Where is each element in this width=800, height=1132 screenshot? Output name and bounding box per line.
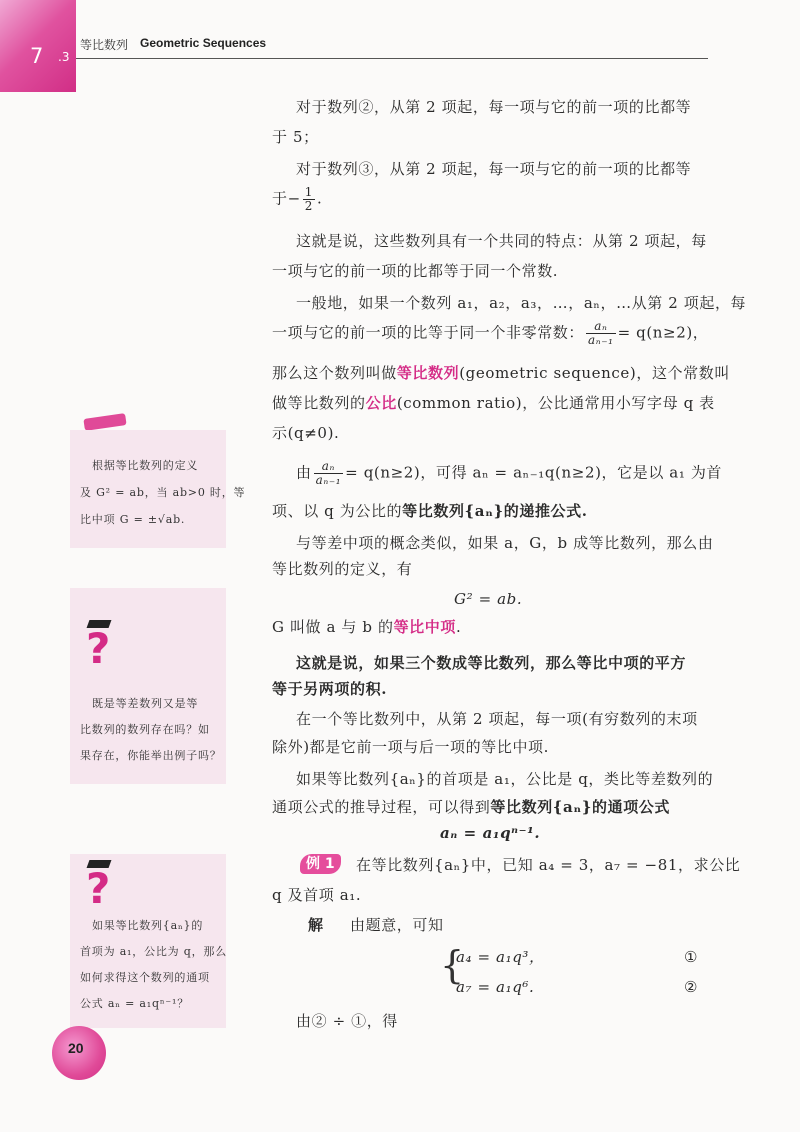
- paragraph-line: 做等比数列的公比(common ratio)，公比通常用小写字母 q 表: [272, 394, 715, 412]
- example-text: q 及首项 a₁.: [272, 886, 362, 904]
- general-formula-label: 等比数列{aₙ}的通项公式: [490, 798, 671, 816]
- paragraph-line: 于− $\frac{1}{2}$ .: [272, 185, 323, 213]
- paragraph-line: 示(q≠0).: [272, 424, 340, 442]
- system-brace: {: [440, 943, 465, 987]
- solution-text: 由题意，可知: [350, 916, 444, 934]
- paragraph-line: 与等差中项的概念类似，如果 a，G，b 成等比数列，那么由: [296, 534, 714, 552]
- question-mark-icon: ?: [86, 864, 111, 913]
- paragraph-line: 由 $\frac{\text{aₙ}}{\text{aₙ₋₁}}$ = q(n≥2)，可得 aₙ = aₙ₋₁q(n≥2)，它是以 a₁ 为首: [296, 459, 723, 487]
- side-note-line: 比中项 G = ±√ab.: [80, 513, 186, 526]
- side-question-line: 果存在，你能举出例子吗？: [80, 749, 222, 762]
- fraction: $\frac{\text{aₙ}}{\text{aₙ₋₁}}$: [315, 459, 342, 487]
- term-geometric-mean: 等比中项: [393, 618, 456, 636]
- equation-number-1: ①: [684, 948, 699, 966]
- term-geometric-sequence: 等比数列: [396, 364, 460, 382]
- paragraph-line: 对于数列③，从第 2 项起，每一项与它的前一项的比都等: [296, 160, 692, 178]
- side-note-line: 根据等比数列的定义: [92, 459, 199, 472]
- paragraph-line: 对于数列②，从第 2 项起，每一项与它的前一项的比都等: [296, 98, 692, 116]
- paragraph-line: 等比数列的定义，有: [272, 560, 413, 578]
- side-question-line: 首项为 a₁，公比为 q，那么: [80, 945, 228, 958]
- system-equation-2: a₇ = a₁q⁶.: [456, 978, 535, 996]
- paragraph-line: 于 5；: [272, 128, 319, 146]
- section-number: .3: [58, 50, 70, 64]
- paragraph-line: 如果等比数列{aₙ}的首项是 a₁，公比是 q，类比等差数列的: [296, 770, 714, 788]
- paragraph-line: 在一个等比数列中，从第 2 项起，每一项(有穷数列的末项: [296, 710, 698, 728]
- side-question-line: 如何求得这个数列的通项: [80, 971, 210, 984]
- paragraph-line: 除外)都是它前一项与后一项的等比中项.: [272, 738, 550, 756]
- system-equation-1: a₄ = a₁q³，: [456, 948, 545, 966]
- paragraph-line: 等于另两项的积.: [272, 680, 388, 698]
- chapter-number: 7: [30, 44, 46, 68]
- example-text: 在等比数列{aₙ}中，已知 a₄ = 3，a₇ = −81，求公比: [356, 856, 741, 874]
- paragraph-line: 一般地，如果一个数列 a₁，a₂，a₃，…，aₙ，…从第 2 项起，每: [296, 294, 747, 312]
- equation-geometric-mean: G² = ab.: [454, 590, 523, 608]
- paragraph-line: 这就是说，如果三个数成等比数列，那么等比中项的平方: [296, 654, 687, 672]
- section-title-en: Geometric Sequences: [140, 36, 267, 50]
- paragraph-line: 一项与它的前一项的比等于同一个非零常数： $\frac{\text{aₙ}}{\text{aₙ₋₁}}$ = q(n≥2)，: [272, 319, 709, 347]
- paragraph-line: 由② ÷ ①，得: [296, 1012, 398, 1030]
- section-title-cn: 等比数列: [80, 38, 129, 52]
- page-number: 20: [68, 1040, 84, 1056]
- term-common-ratio: 公比: [365, 394, 397, 412]
- fraction: $\frac{\text{aₙ}}{\text{aₙ₋₁}}$: [588, 319, 614, 347]
- paragraph-line: 那么这个数列叫做等比数列(geometric sequence)，这个常数叫: [272, 364, 730, 382]
- side-question-line: 比数列的数列存在吗？如: [80, 723, 210, 736]
- pink-brush-mark: [83, 413, 126, 431]
- recursive-formula-label: 等比数列{aₙ}的递推公式.: [402, 502, 588, 520]
- header-rule: [76, 58, 708, 59]
- paragraph-line: G 叫做 a 与 b 的等比中项.: [272, 618, 462, 636]
- side-question-line: 如果等比数列{aₙ}的: [92, 919, 204, 932]
- question-mark-icon: ?: [86, 624, 111, 673]
- solution-label: 解: [308, 916, 324, 934]
- side-note-line: 及 G² = ab，当 ab>0 时，等: [80, 486, 246, 499]
- fraction: $\frac{1}{2}$: [304, 185, 314, 213]
- paragraph-line: 一项与它的前一项的比都等于同一个常数.: [272, 262, 559, 280]
- equation-number-2: ②: [684, 978, 699, 996]
- example-badge: 例 1: [300, 854, 341, 874]
- side-question-line: 公式 aₙ = a₁qⁿ⁻¹？: [80, 997, 190, 1010]
- equation-general-term: aₙ = a₁qⁿ⁻¹.: [440, 824, 541, 842]
- paragraph-line: 项、以 q 为公比的等比数列{aₙ}的递推公式.: [272, 502, 588, 520]
- paragraph-line: 这就是说，这些数列具有一个共同的特点：从第 2 项起，每: [296, 232, 707, 250]
- paragraph-line: 通项公式的推导过程，可以得到等比数列{aₙ}的通项公式: [272, 798, 671, 816]
- side-question-line: 既是等差数列又是等: [92, 697, 199, 710]
